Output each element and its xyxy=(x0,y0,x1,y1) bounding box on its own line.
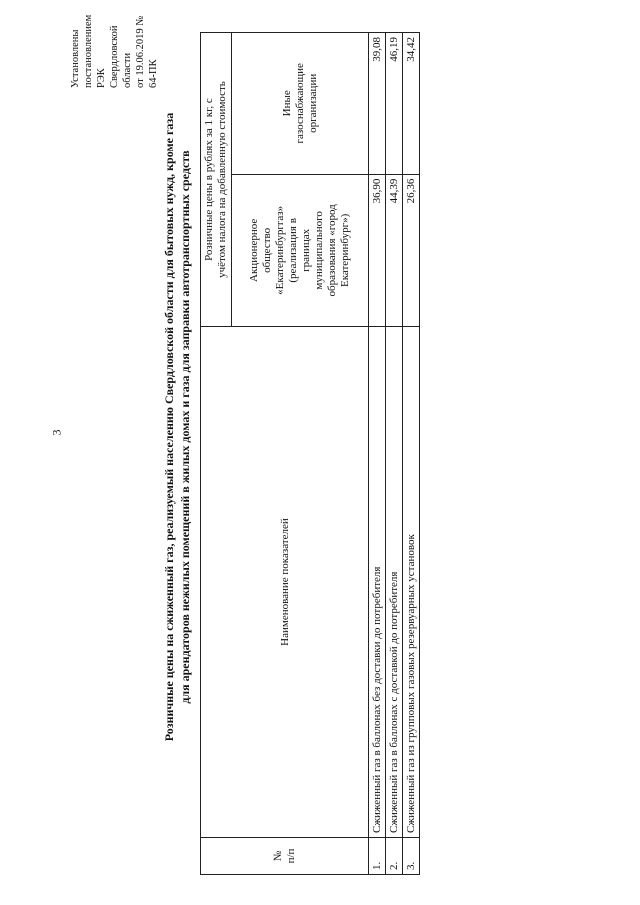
title-line-2: для арендаторов нежилых помещений в жилых домах и газа для заправки автотранспортных средств xyxy=(178,150,192,704)
rotated-page-content xyxy=(25,14,600,885)
row-name: Сжиженный газ в баллонах с доставкой до потребителя xyxy=(386,327,403,838)
header-number-abbr: п/п xyxy=(284,848,297,864)
row-number: 1. xyxy=(369,837,386,874)
header-number xyxy=(201,837,369,874)
header-indicator-name: Наименование показателей xyxy=(201,327,369,838)
approval-line: РЭК Свердловской области xyxy=(96,25,133,88)
header-col1-line: Екатеринбург») xyxy=(339,213,351,288)
table-row xyxy=(403,33,420,875)
prices-table xyxy=(200,32,420,875)
approval-line: от 19.06.2019 № 64-ПК xyxy=(135,15,159,88)
row-price-ekaterinburggaz: 44,39 xyxy=(386,174,403,326)
title-line-1: Розничные цены на сжиженный газ, реализуемый населению Свердловской области для бытовых нужд, кроме газа xyxy=(162,112,176,742)
header-col1-line: (реализация в xyxy=(287,218,299,283)
row-price-other: 39,08 xyxy=(369,33,386,175)
row-number: 2. xyxy=(386,837,403,874)
header-col1-line: муниципального xyxy=(313,211,325,290)
row-name: Сжиженный газ в баллонах без доставки до потребителя xyxy=(369,327,386,838)
table-header-row xyxy=(201,33,232,875)
header-col2-line: Иные xyxy=(280,90,293,117)
row-number: 3. xyxy=(403,837,420,874)
header-price-group xyxy=(201,33,232,327)
approval-line: Установлены xyxy=(70,29,81,88)
row-price-ekaterinburggaz: 26,36 xyxy=(403,174,420,326)
document-title xyxy=(161,27,193,827)
table-row xyxy=(369,33,386,875)
row-name: Сжиженный газ из групповых газовых резервуарных установок xyxy=(403,327,420,838)
header-col1-line: Акционерное xyxy=(248,218,260,282)
header-col1-line: образования «город xyxy=(326,204,338,297)
header-ekaterinburggaz xyxy=(232,174,369,326)
row-price-ekaterinburggaz: 36,90 xyxy=(369,174,386,326)
header-col2-line: газоснабжающие xyxy=(293,63,306,144)
header-group-line-2: учётом налога на добавленную стоимость xyxy=(216,81,228,278)
row-price-other: 46,19 xyxy=(386,33,403,175)
row-price-other: 34,42 xyxy=(403,33,420,175)
approval-line: постановлением xyxy=(83,14,94,88)
table-row xyxy=(386,33,403,875)
header-group-line-1: Розничные цены в рублях за 1 кг, с xyxy=(203,98,215,261)
header-col2-line: организации xyxy=(306,73,319,133)
header-other-organizations xyxy=(232,33,369,175)
approval-stamp xyxy=(69,15,160,88)
header-col1-line: «Екатеринбурггаз» xyxy=(274,205,286,295)
header-col1-line: границах xyxy=(300,228,312,272)
header-col1-line: общество xyxy=(261,227,273,273)
page-number: 3 xyxy=(49,429,64,436)
header-number-symbol: № xyxy=(271,850,284,862)
